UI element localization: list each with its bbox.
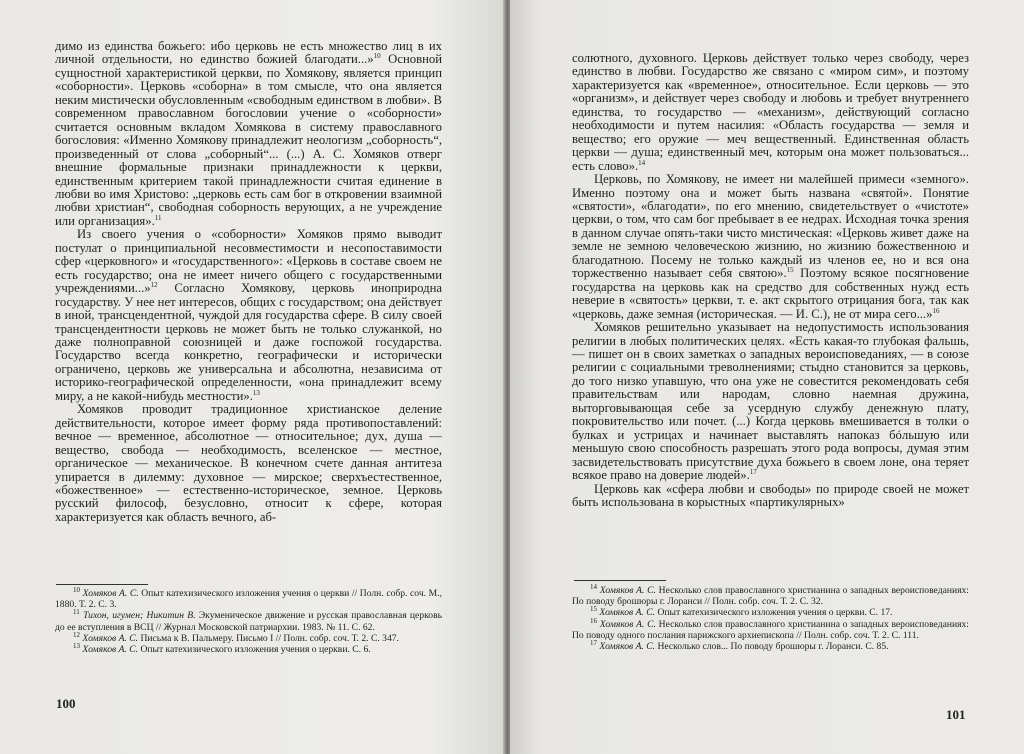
footnote-divider: [56, 584, 148, 585]
footnote: $^{15}$ Хомяков А. С. Опыт катехизического изложения учения о церкви. С. 17.: [590, 605, 893, 619]
footnote-ref: 17: [749, 467, 757, 476]
paragraph: Церковь как «сфера любви и свободы» по природе своей не может быть использована в корыстных «партикулярных»: [572, 481, 969, 509]
paragraph: Хомяков решительно указывает на недопустимость использования религии в любых политических целях. «Есть какая-то глубокая фальшь, — пишет он в своих заметках о западных вероисповеданиях, — в союзе религии с социальными треволнениями; стыдно становится за церковь, до того низко упавшую, что она уже не совестится рекомендовать себя правительствам или народам, словно наемная дружина, выторговывающая себе за усердную службу денежную плату, покровительство или почет. (...) Когда церковь вмешивается в толки о булках и устрицах и начинает выставлять напоказ бóльшую или меньшую свою способность разрешать этого рода вопросы, думая этим засвидетельствовать присутствие духа божьего в своем лоне, она теряет всякое право на доверие людей».$^{17}$: [572, 320, 969, 483]
footnote: $^{14}$ Хомяков А. С. Несколько слов православного христианина о западных вероисповеданиях: По поводу брошюры г. Лоранси // Полн. собр. соч. Т. 2. С. 32.: [572, 582, 969, 608]
footnote-ref: 12: [150, 280, 158, 289]
footnote: $^{11}$ Тихон, игумен; Никитин В. Экуменическое движение и русская православная церковь до ее вступления в ВСЦ // Журнал Московской патриархии. 1983. № 11. С. 62.: [55, 608, 442, 633]
footnote: $^{17}$ Хомяков А. С. Несколько слов... По поводу брошюры г. Лоранси. С. 85.: [590, 638, 889, 653]
footnote: $^{16}$ Хомяков А. С. Несколько слов православного христианина о западных вероисповеданиях: По поводу одного послания парижского архиепископа // Полн. собр. соч. Т. 2. С. 111.: [572, 616, 969, 641]
paragraph: Из своего учения о «соборности» Хомяков прямо выводит постулат о принципиальной несовместимости и несопоставимости сфер «церковного» и «государственного»: «Церковь в составе своем не есть государство; она не имеет ничего общего с государственными учреждениями...»$^{12}$ Согласно Хомякову, церковь иноприродна государству. У нее нет интересов, общих с государством; она действует в иной, трансцендентной, чуждой для государства сфере. В силу своей трансцендентности церковь не может быть не только служанкой, но даже полноправной союзницей и даже госпожой государства. Государство всегда конкретно, географически и исторически ограничено, церковь же универсальна и абсолютна, независима от историко-географической определенности, «она принадлежит всему миру, а не какой-нибудь местности».$^{13}$: [55, 227, 442, 403]
paragraph: димо из единства божьего: ибо церковь не есть множество лиц в их личной отдельности, но единство божией благодати...»$^{10}$ Основной сущностной характеристикой церкви, по Хомякову, является принцип «соборности». Церковь «соборна» в том смысле, что она является неким мистически обусловленным «свободным единством в любви». В современном православном богословии учение о «соборности» считается основным вкладом Хомякова в систему православного богословия: «Именно Хомякову принадлежит неологизм „соборность“, произведенный от слова „соборный“... (...) А. С. Хомяков отверг внешние формальные признаки принадлежности к церкви, единственным критерием такой принадлежности считая единение в любви во имя Христово: „церковь есть сам бог в откровении взаимной любви христиан“, свободная соборность верующих, а не учреждение или организация».$^{11}$: [55, 39, 442, 228]
right-body-text: [572, 52, 969, 509]
footnote-divider: [574, 580, 666, 581]
footnote: $^{12}$ Хомяков А. С. Письма к В. Пальмеру. Письмо I // Полн. собр. соч. Т. 2. С. 347.: [73, 630, 399, 644]
right-footnotes: [572, 582, 969, 653]
left-page: [0, 0, 505, 754]
footnote: $^{13}$ Хомяков А. С. Опыт катехизического изложения учения о церкви. С. 6.: [73, 641, 371, 656]
left-footnotes: [55, 585, 443, 656]
paragraph: Церковь, по Хомякову, не имеет ни малейшей примеси «земного». Именно поэтому она и может быть названа «святой». Понятие «святости», «благодати», по его мнению, свидетельствует о «чистоте» церкви, о том, что сам бог пребывает в ее недрах. Исходная точка зрения в данном случае опять-таки чисто мистическая: «Церковь живет даже на земле не земною человеческою жизнию, но жизнию божественною и благодатною. Посему не только каждый из членов ее, но и вся она торжественно называет себя святою».$^{15}$ Поэтому всякое посягновение государства на церковь как на средство для собственных нужд есть неверие в «святость» церкви, т. е. акт скрытого отрицания бога, так как «церковь, даже земная (историческая. — И. С.), не от мира сего...»$^{16}$: [572, 172, 970, 321]
paragraph: Хомяков проводит традиционное христианское деление действительности, которое имеет форму ряда противопоставлений: вечное — временное, абсолютное — относительное; дух, душа — вещество, свобода — необходимость, вселенское — местное, органическое — механическое. В конечном счете данная антитеза упирается в дилемму: духовное — мирское; сверхъестественное, «божественное» — естественно-историческое, земное. Церковь русский философ, безусловно, относит к сфере, которая характеризуется как область вечного, аб-: [55, 402, 442, 524]
footnote-ref: 11: [154, 213, 162, 222]
footnote-ref: 14: [638, 158, 646, 167]
footnote-ref: 10: [373, 52, 381, 61]
footnote-ref: 15: [786, 266, 794, 275]
footnote-ref: 16: [932, 306, 940, 315]
left-body-text: [55, 40, 442, 524]
page-number: 101: [946, 707, 966, 722]
page-number: 100: [56, 696, 76, 711]
paragraph: солютного, духовного. Церковь действует только через свободу, через единство в любви. Государство же связано с «миром сим», и поэтому характеризуется как «временное», относительное. Если церковь — это «организм», и действует через свободу и любовь и требует внутреннего единства, то государство — «механизм», действующий согласно необходимости и путем насилия: «Область государства — земля и вещество; его оружие — меч вещественный. Единственная область церкви — душа; единственный меч, которым она может пользоваться... есть слово».$^{14}$: [572, 51, 969, 173]
right-page: [510, 0, 1024, 754]
footnote: $^{10}$ Хомяков А. С. Опыт катехизического изложения учения о церкви // Полн. собр. соч. М., 1880. Т. 2. С. 3.: [55, 585, 443, 611]
footnote-ref: 13: [252, 388, 260, 397]
